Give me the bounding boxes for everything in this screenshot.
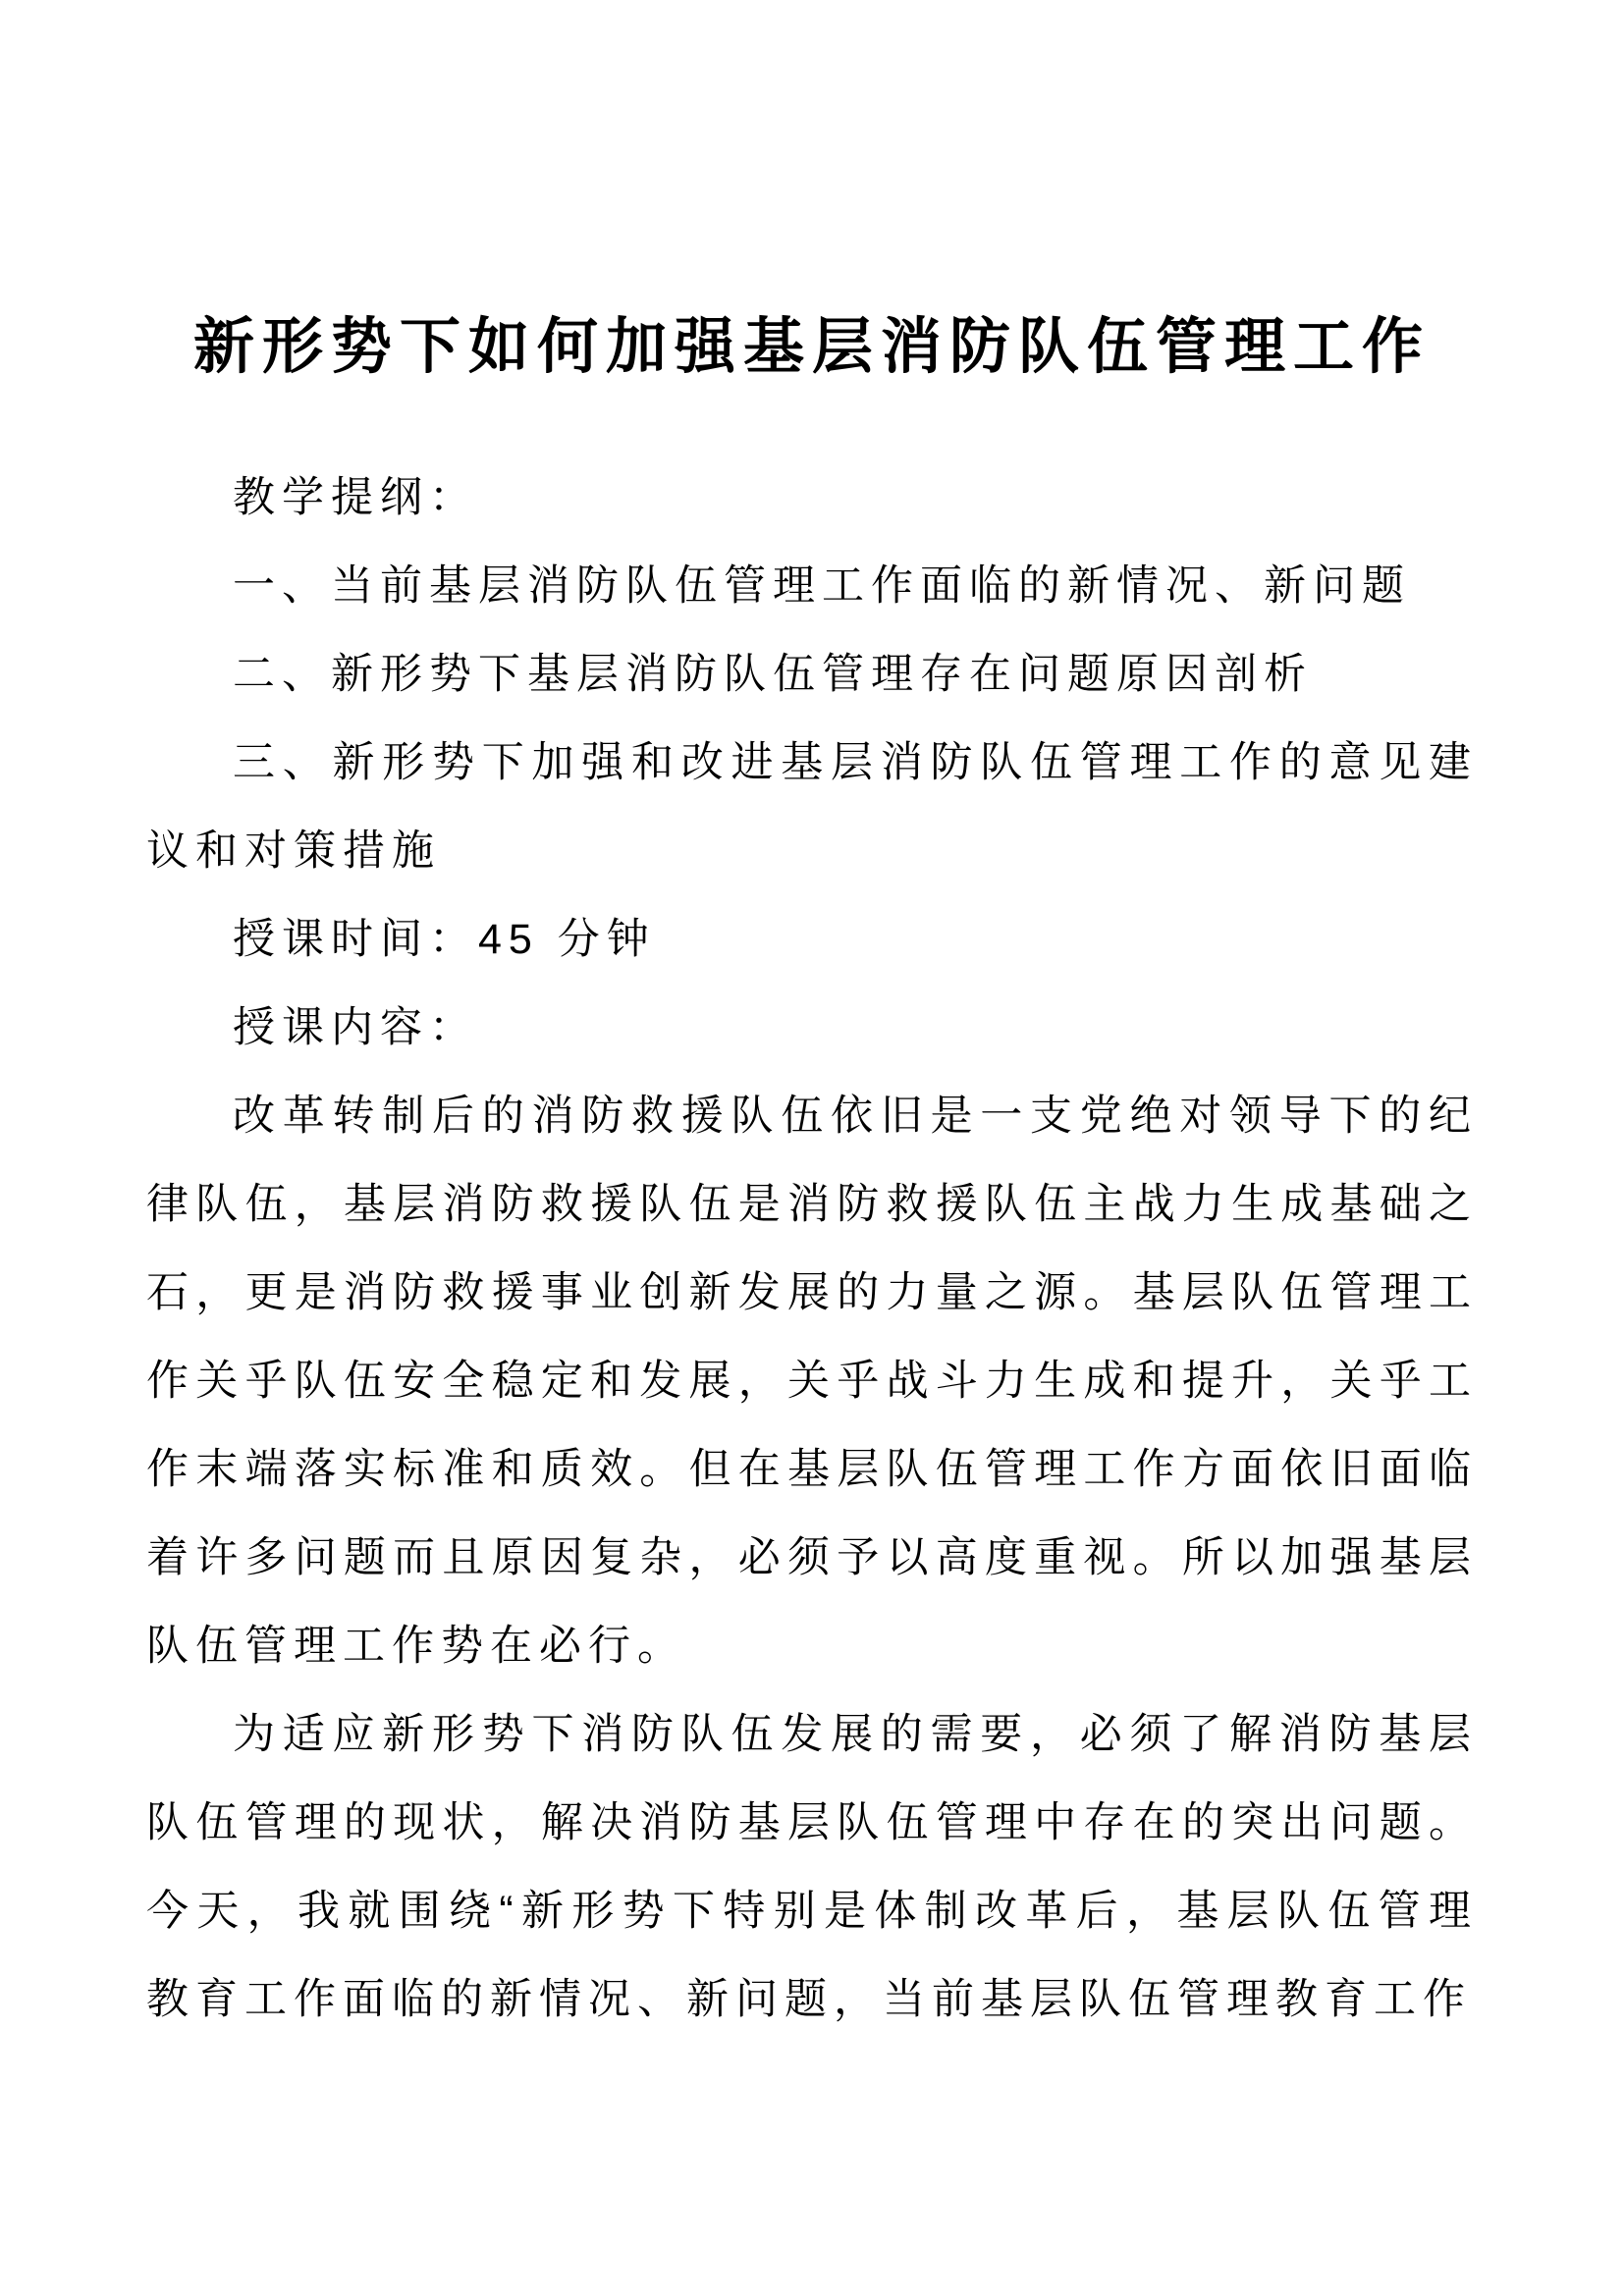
paragraph-outline-item-3: 三、新形势下加强和改进基层消防队伍管理工作的意见建议和对策措施 <box>146 739 1478 875</box>
document-title: 新形势下如何加强基层消防队伍管理工作 <box>192 313 1431 381</box>
document-body <box>146 454 1478 2044</box>
paragraph-outline-item-1: 一、当前基层消防队伍管理工作面临的新情况、新问题 <box>233 562 1411 610</box>
paragraph-lecture-content-label: 授课内容： <box>233 1004 478 1051</box>
paragraph-teaching-outline: 教学提纲： <box>233 474 478 521</box>
paragraph-outline-item-2: 二、新形势下基层消防队伍管理存在问题原因剖析 <box>233 651 1313 698</box>
paragraph-body-1: 改革转制后的消防救援队伍依旧是一支党绝对领导下的纪律队伍，基层消防救援队伍是消防救援队伍主战力生成基础之石，更是消防救援事业创新发展的力量之源。基层队伍管理工作关乎队伍安全稳定和发展，关乎战斗力生成和提升，关乎工作末端落实标准和质效。但在基层队伍管理工作方面依旧面临着许多问题而且原因复杂，必须予以高度重视。所以加强基层队伍管理工作势在必行。 <box>146 1093 1478 1670</box>
paragraph-lecture-time: 授课时间：45 分钟 <box>233 916 656 963</box>
paragraph-body-2: 为适应新形势下消防队伍发展的需要，必须了解消防基层队伍管理的现状，解决消防基层队伍管理中存在的突出问题。今天，我就围绕“新形势下特别是体制改革后，基层队伍管理教育工作面临的新情况、新问题，当前基层队伍管理教育工作 <box>146 1711 1478 2023</box>
